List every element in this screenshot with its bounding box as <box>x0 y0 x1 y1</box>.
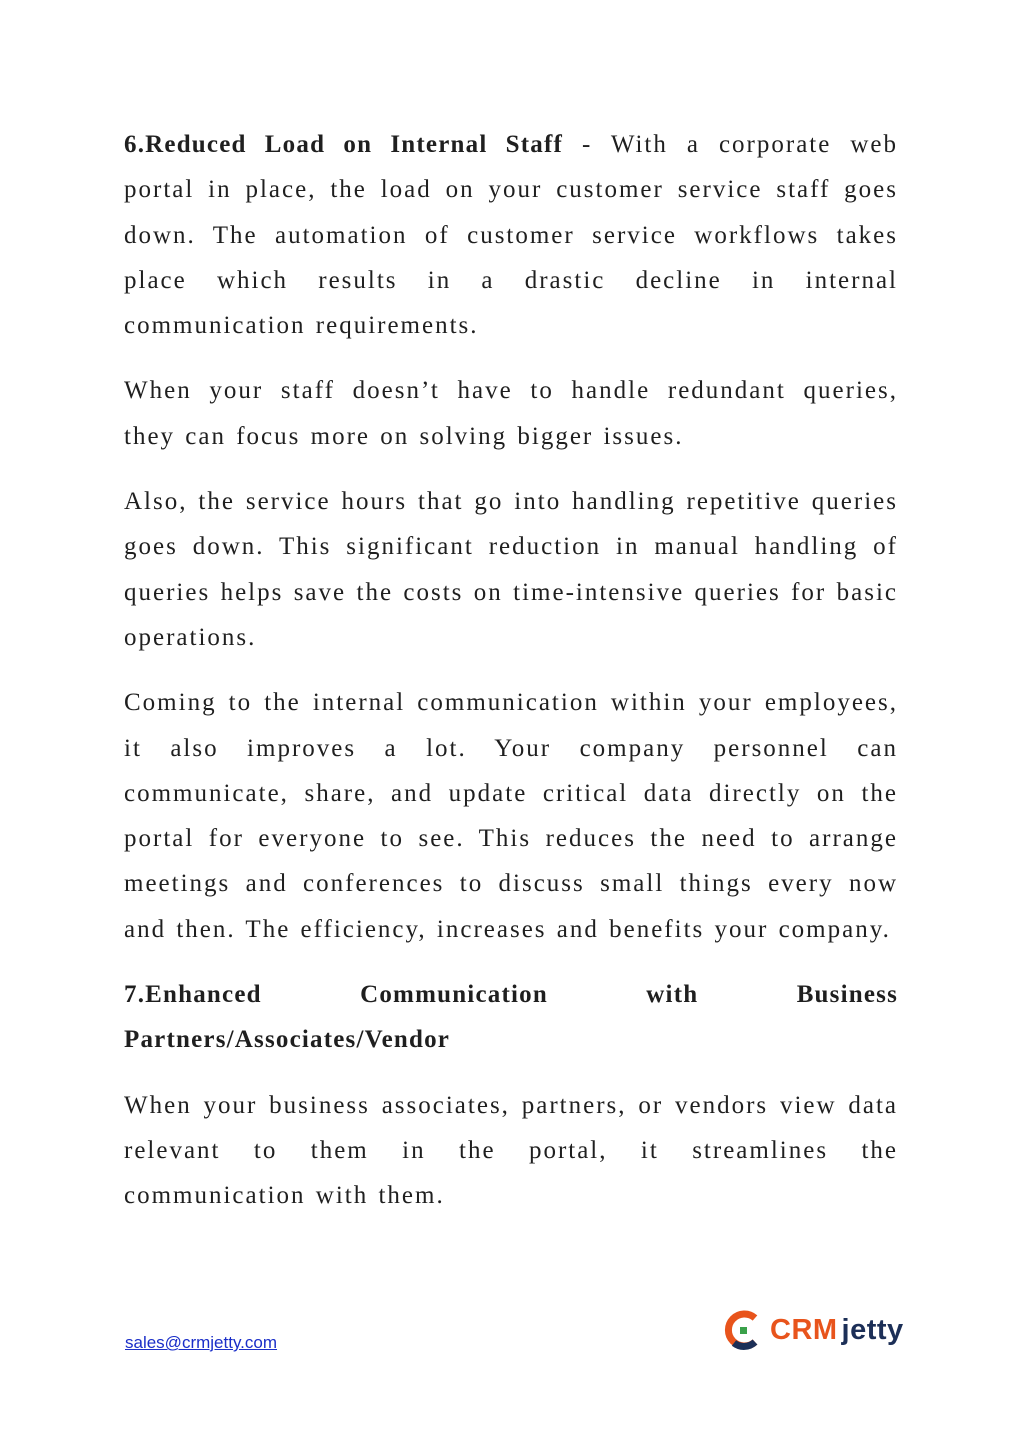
paragraph-internal-communication: Coming to the internal communication within your employees, it also improves a lot. Your company personnel can communicate, share, and update critical data directly on the portal for everyone to see. This reduces the need to arrange meetings and conferences to discuss small things every now and then. The efficiency, increases and benefits your company. <box>124 689 898 943</box>
email-link[interactable]: sales@crmjetty.com <box>125 1333 278 1352</box>
logo-jetty-text: jetty <box>841 1313 904 1346</box>
section-6-heading: 6.Reduced Load on Internal Staff <box>124 131 564 158</box>
section-7-heading <box>124 972 898 1063</box>
document-body <box>124 122 898 1219</box>
paragraph-business-partners: When your business associates, partners, or vendors view data relevant to them in the portal, it streamlines the communication with them. <box>124 1091 898 1210</box>
heading-word: 7.Enhanced <box>124 981 262 1009</box>
paragraph-service-hours: Also, the service hours that go into handling repetitive queries goes down. This significant reduction in manual handling of queries helps save the costs on time-intensive queries for basic operations. <box>124 488 898 651</box>
heading-word: Business <box>796 981 898 1009</box>
section-7-heading-line1 <box>124 972 898 1017</box>
crmjetty-c-icon <box>722 1309 764 1351</box>
logo-wordmark <box>770 1313 904 1346</box>
paragraph-staff-focus: When your staff doesn’t have to handle redundant queries, they can focus more on solving bigger issues. <box>124 377 898 450</box>
section-7-heading-line2: Partners/Associates/Vendor <box>124 1026 451 1054</box>
section-6-intro-text: - With a corporate web portal in place, the load on your customer service staff goes down. The automation of customer service workflows takes place which results in a drastic decline in internal communication requirements. <box>124 131 898 340</box>
heading-word: with <box>646 981 699 1009</box>
logo-crm-text: CRM <box>770 1313 838 1346</box>
heading-word: Communication <box>360 981 548 1009</box>
section-6-intro <box>124 122 898 348</box>
crmjetty-logo <box>722 1306 904 1354</box>
